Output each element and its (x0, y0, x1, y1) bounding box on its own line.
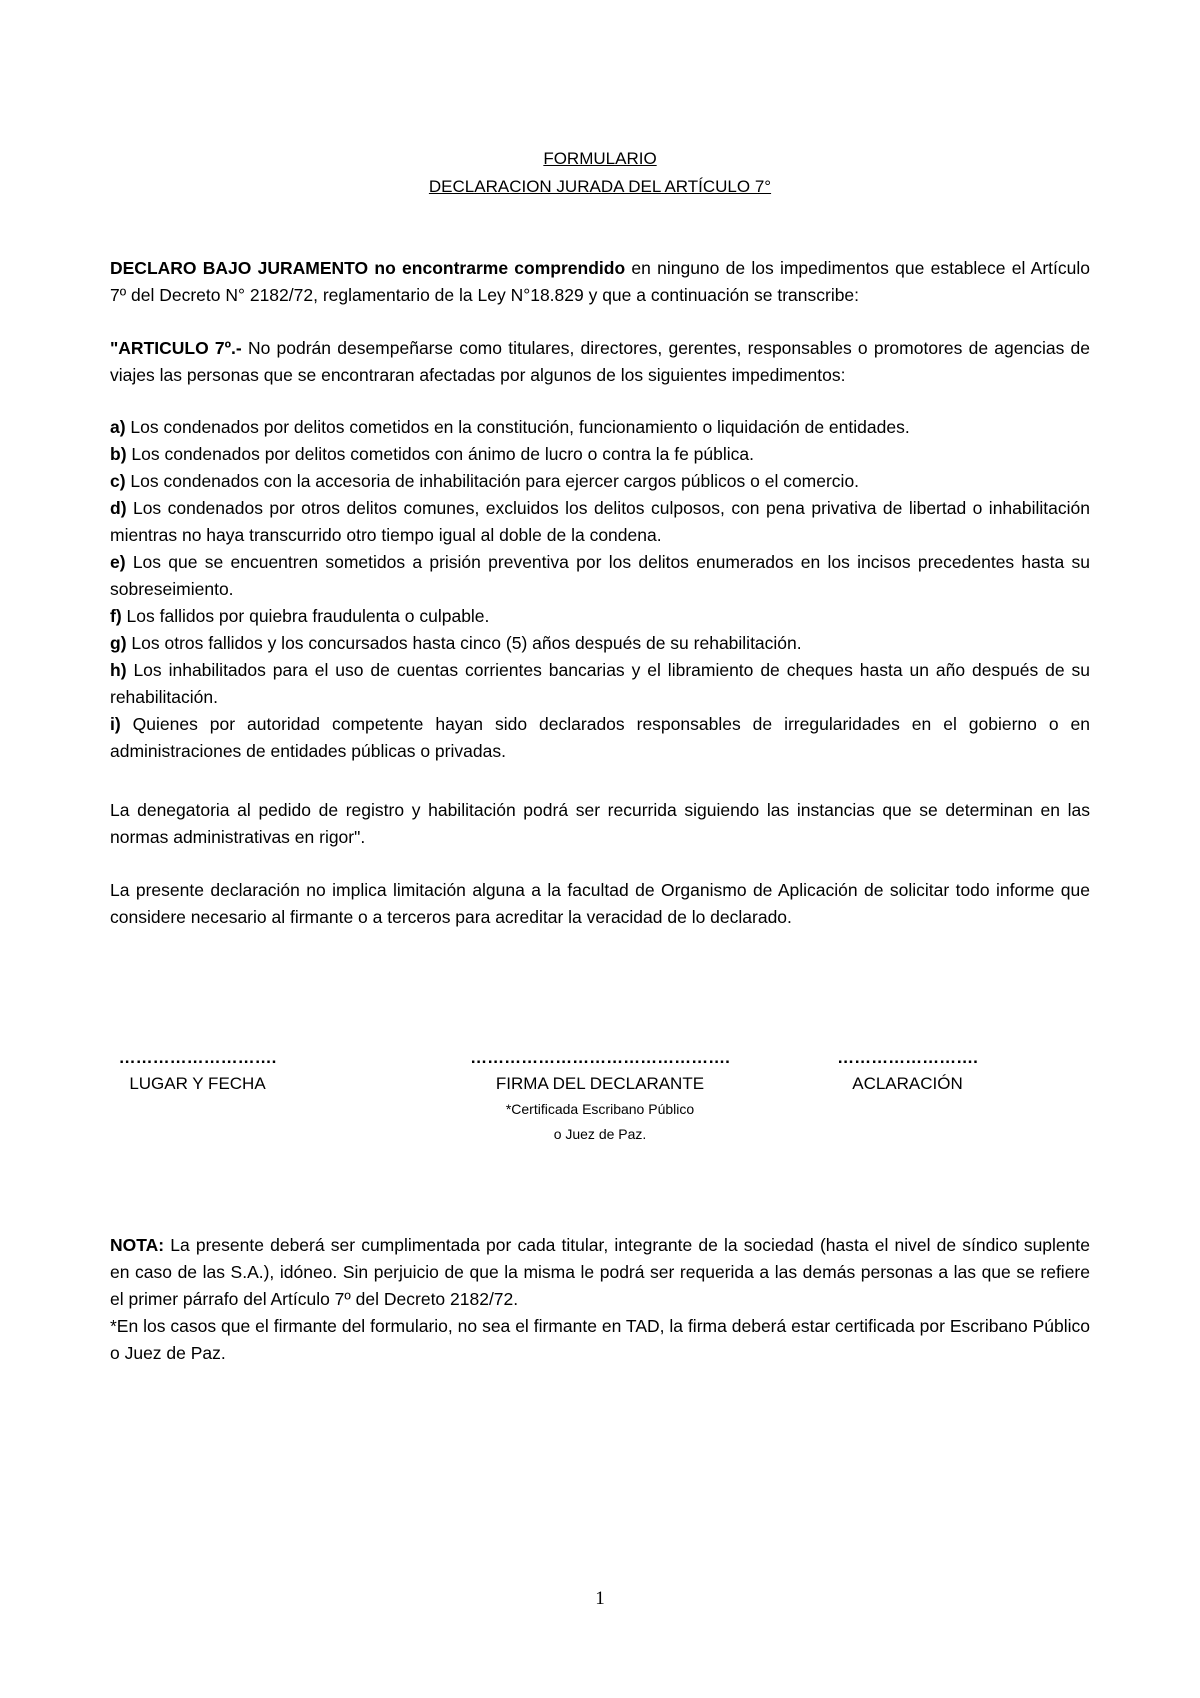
firma-label: FIRMA DEL DECLARANTE (495, 1074, 705, 1093)
item-text: Los condenados por delitos cometidos en la constitución, funcionamiento o liquidación de entidades. (125, 417, 910, 437)
item-letter: b) (110, 444, 127, 464)
item-text: Quienes por autoridad competente hayan sido declarados responsables de irregularidades en el gobierno o en administraciones de entidades públicas o privadas. (110, 714, 1090, 761)
item-text: Los condenados por delitos cometidos con ánimo de lucro o contra la fe pública. (126, 444, 754, 464)
intro-bold: DECLARO BAJO JURAMENTO no encontrarme comprendido (110, 258, 626, 278)
item-letter: c) (110, 471, 126, 491)
form-subtitle: DECLARACION JURADA DEL ARTÍCULO 7° (428, 177, 772, 196)
firma-note-2: o Juez de Paz. (553, 1126, 647, 1142)
item-text: Los que se encuentren sometidos a prisión preventiva por los delitos enumerados en los incisos precedentes hasta su sobreseimiento. (110, 552, 1090, 599)
item-text: Los condenados con la accesoria de inhabilitación para ejercer cargos públicos o el comercio. (125, 471, 860, 491)
impediments-list (110, 414, 1090, 765)
list-item (110, 630, 1090, 657)
form-title: FORMULARIO (543, 149, 657, 168)
article-bold: "ARTICULO 7º.- (110, 338, 242, 358)
intro-paragraph (110, 255, 1090, 309)
aclaracion-dots: ……………………. (837, 1048, 978, 1067)
intro-text: en ninguno de los impedimentos que establece el Artículo 7º del Decreto N° 2182/72, reglamentario de la Ley N°18.829 y que a continuación se transcribe: (110, 258, 1090, 305)
list-item (110, 657, 1090, 711)
article-paragraph (110, 335, 1090, 389)
item-letter: h) (110, 660, 127, 680)
item-letter: f) (110, 606, 122, 626)
firma-dots: ………………………………………. (470, 1048, 730, 1067)
firma-block (470, 1045, 730, 1147)
presente-paragraph: La presente declaración no implica limitación alguna a la facultad de Organismo de Aplicación de solicitar todo informe que considere necesario al firmante o a terceros para acreditar la veracidad de lo declarado. (110, 880, 1090, 927)
item-text: Los otros fallidos y los concursados hasta cinco (5) años después de su rehabilitación. (126, 633, 802, 653)
denegatoria-paragraph: La denegatoria al pedido de registro y habilitación podrá ser recurrida siguiendo las instancias que se determinan en las normas administrativas en rigor". (110, 800, 1090, 847)
nota-paragraph (110, 1232, 1090, 1367)
lugar-fecha-block (110, 1045, 285, 1097)
item-text: Los condenados por otros delitos comunes, excluidos los delitos culposos, con pena privativa de libertad o inhabilitación mientras no haya transcurrido otro tiempo igual al doble de la condena. (110, 498, 1090, 545)
item-text: Los inhabilitados para el uso de cuentas corrientes bancarias y el libramiento de cheques hasta un año después de su rehabilitación. (110, 660, 1090, 707)
nota-note2: *En los casos que el firmante del formulario, no sea el firmante en TAD, la firma deberá estar certificada por Escribano Público o Juez de Paz. (110, 1316, 1090, 1363)
list-item (110, 441, 1090, 468)
firma-note-1: *Certificada Escribano Público (505, 1101, 695, 1117)
list-item (110, 603, 1090, 630)
lugar-fecha-label: LUGAR Y FECHA (129, 1074, 266, 1093)
item-text: Los fallidos por quiebra fraudulenta o culpable. (121, 606, 490, 626)
article-text: No podrán desempeñarse como titulares, directores, gerentes, responsables o promotores de agencias de viajes las personas que se encontraran afectadas por algunos de los siguientes impedimentos: (110, 338, 1090, 385)
list-item (110, 468, 1090, 495)
lugar-dots: ………………………. (118, 1048, 277, 1067)
list-item (110, 711, 1090, 765)
aclaracion-label: ACLARACIÓN (852, 1074, 963, 1093)
list-item (110, 549, 1090, 603)
item-letter: g) (110, 633, 127, 653)
page-number: 1 (595, 1588, 605, 1609)
item-letter: a) (110, 417, 126, 437)
list-item (110, 414, 1090, 441)
item-letter: d) (110, 498, 127, 518)
item-letter: e) (110, 552, 126, 572)
nota-bold: NOTA: (110, 1235, 165, 1255)
aclaracion-block (830, 1045, 985, 1097)
list-item (110, 495, 1090, 549)
item-letter: i) (110, 714, 121, 734)
nota-text: La presente deberá ser cumplimentada por cada titular, integrante de la sociedad (hasta el nivel de síndico suplente en caso de las S.A.), idóneo. Sin perjuicio de que la misma le podrá ser requerida a las demás personas a las que se refiere el primer párrafo del Artículo 7º del Decreto 2182/72. (110, 1235, 1090, 1309)
